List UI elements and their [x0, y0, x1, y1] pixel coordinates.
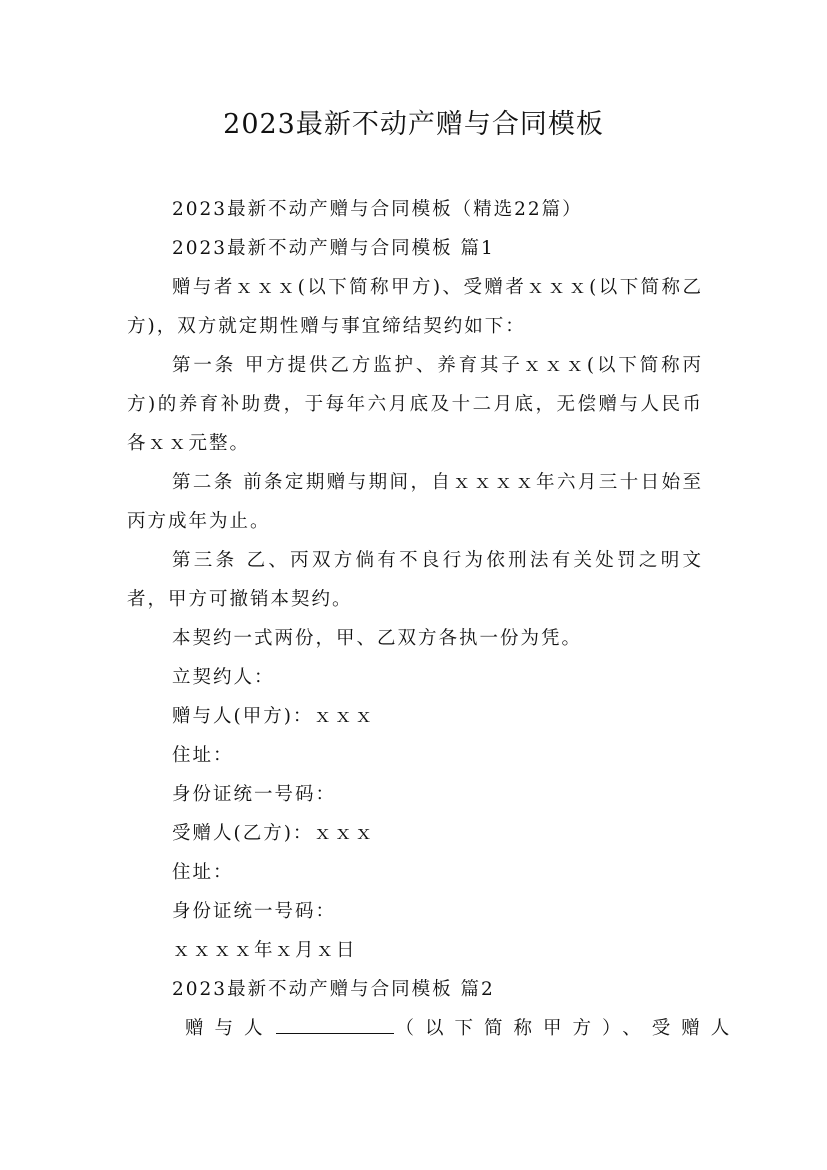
article-2: 第二条 前条定期赠与期间，自ｘｘｘｘ年六月三十日始至丙方成年为止。: [127, 472, 703, 532]
part2-donee-label: （以下简称甲方）、受赠人: [395, 1018, 741, 1039]
copies-line: 本契约一式两份，甲、乙双方各执一份为凭。: [172, 628, 583, 649]
donor-address: 住址：: [172, 745, 234, 766]
part2-heading: 2023最新不动产赠与合同模板 篇2: [172, 979, 495, 1000]
article-1: 第一条 甲方提供乙方监护、养育其子ｘｘｘ(以下简称丙方)的养育补助费，于每年六月底及十二月底，无偿赠与人民币各ｘｘ元整。: [127, 355, 703, 454]
document-title: 2023最新不动产赠与合同模板: [223, 109, 604, 140]
part2-donor-label: 赠与人: [185, 1018, 274, 1039]
donee-line: 受赠人(乙方)：ｘｘｘ: [172, 823, 375, 844]
fill-in-blank: [276, 1015, 394, 1034]
date-line: ｘｘｘｘ年ｘ月ｘ日: [172, 940, 357, 961]
part1-heading: 2023最新不动产赠与合同模板 篇1: [172, 238, 495, 259]
intro-line: 2023最新不动产赠与合同模板（精选22篇）: [172, 199, 583, 220]
donor-id: 身份证统一号码：: [172, 784, 337, 805]
signers-label: 立契约人：: [172, 667, 275, 688]
article-3: 第三条 乙、丙双方倘有不良行为依刑法有关处罚之明文者，甲方可撤销本契约。: [127, 550, 703, 610]
part2-first-line: [127, 1009, 741, 1048]
donor-line: 赠与人(甲方)：ｘｘｘ: [172, 706, 375, 727]
document-body: [127, 190, 741, 1048]
parties-paragraph: 赠与者ｘｘｘ(以下简称甲方)、受赠者ｘｘｘ(以下简称乙方)，双方就定期性赠与事宜缔结契约如下：: [127, 277, 703, 337]
donee-address: 住址：: [172, 862, 234, 883]
donee-id: 身份证统一号码：: [172, 901, 337, 922]
